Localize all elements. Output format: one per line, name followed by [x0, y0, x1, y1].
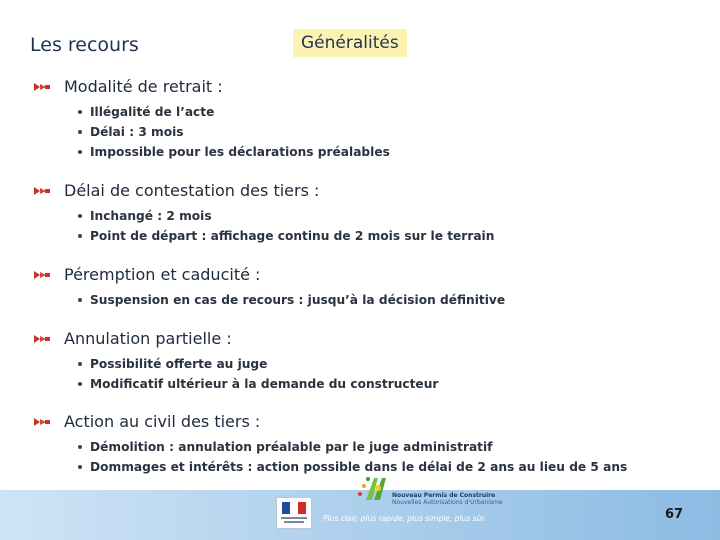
bullet-dot-icon	[78, 298, 82, 302]
list-item: Délai : 3 mois	[34, 122, 390, 142]
footer-slogan: Plus clair, plus rapide, plus simple, plus sûr.	[323, 514, 487, 523]
bullet-dot-icon	[78, 110, 82, 114]
section-badge: Généralités	[293, 29, 407, 57]
list-item: Inchangé : 2 mois	[34, 206, 494, 226]
list-item: Démolition : annulation préalable par le juge administratif	[34, 437, 627, 457]
list-item: Possibilité offerte au juge	[34, 354, 438, 374]
republique-francaise-logo	[276, 497, 312, 529]
section-heading: Annulation partielle :	[64, 329, 232, 348]
french-flag-icon	[282, 502, 306, 514]
slide-title: Les recours	[30, 34, 139, 56]
bullet-dot-icon	[78, 362, 82, 366]
arrow-bullet-icon	[34, 418, 50, 426]
arrow-bullet-icon	[34, 187, 50, 195]
bullet-dot-icon	[78, 150, 82, 154]
bullet-dot-icon	[78, 130, 82, 134]
section-heading: Péremption et caducité :	[64, 265, 261, 284]
list-item: Illégalité de l’acte	[34, 102, 390, 122]
logo-caption: Nouveau Permis de Construire Nouvelles Autorisations d'Urbanisme	[392, 492, 503, 506]
bullet-dot-icon	[78, 382, 82, 386]
list-item: Suspension en cas de recours : jusqu’à la décision définitive	[34, 290, 505, 310]
arrow-bullet-icon	[34, 335, 50, 343]
bullet-dot-icon	[78, 234, 82, 238]
section-action-civil	[34, 411, 627, 473]
section-heading: Action au civil des tiers :	[64, 412, 261, 431]
permis-de-construire-logo-icon	[352, 472, 394, 502]
section-retrait	[34, 76, 390, 158]
page-number: 67	[665, 507, 684, 522]
list-item: Modificatif ultérieur à la demande du constructeur	[34, 374, 438, 394]
arrow-bullet-icon	[34, 271, 50, 279]
section-annulation	[34, 328, 438, 390]
list-item: Impossible pour les déclarations préalables	[34, 142, 390, 162]
bullet-dot-icon	[78, 465, 82, 469]
list-item: Point de départ : affichage continu de 2 mois sur le terrain	[34, 226, 494, 246]
list-item: Dommages et intérêts : action possible dans le délai de 2 ans au lieu de 5 ans	[34, 457, 627, 477]
bullet-dot-icon	[78, 445, 82, 449]
section-peremption	[34, 264, 505, 306]
section-heading: Modalité de retrait :	[64, 77, 223, 96]
section-contestation	[34, 180, 494, 242]
section-heading: Délai de contestation des tiers :	[64, 181, 320, 200]
arrow-bullet-icon	[34, 83, 50, 91]
bullet-dot-icon	[78, 214, 82, 218]
